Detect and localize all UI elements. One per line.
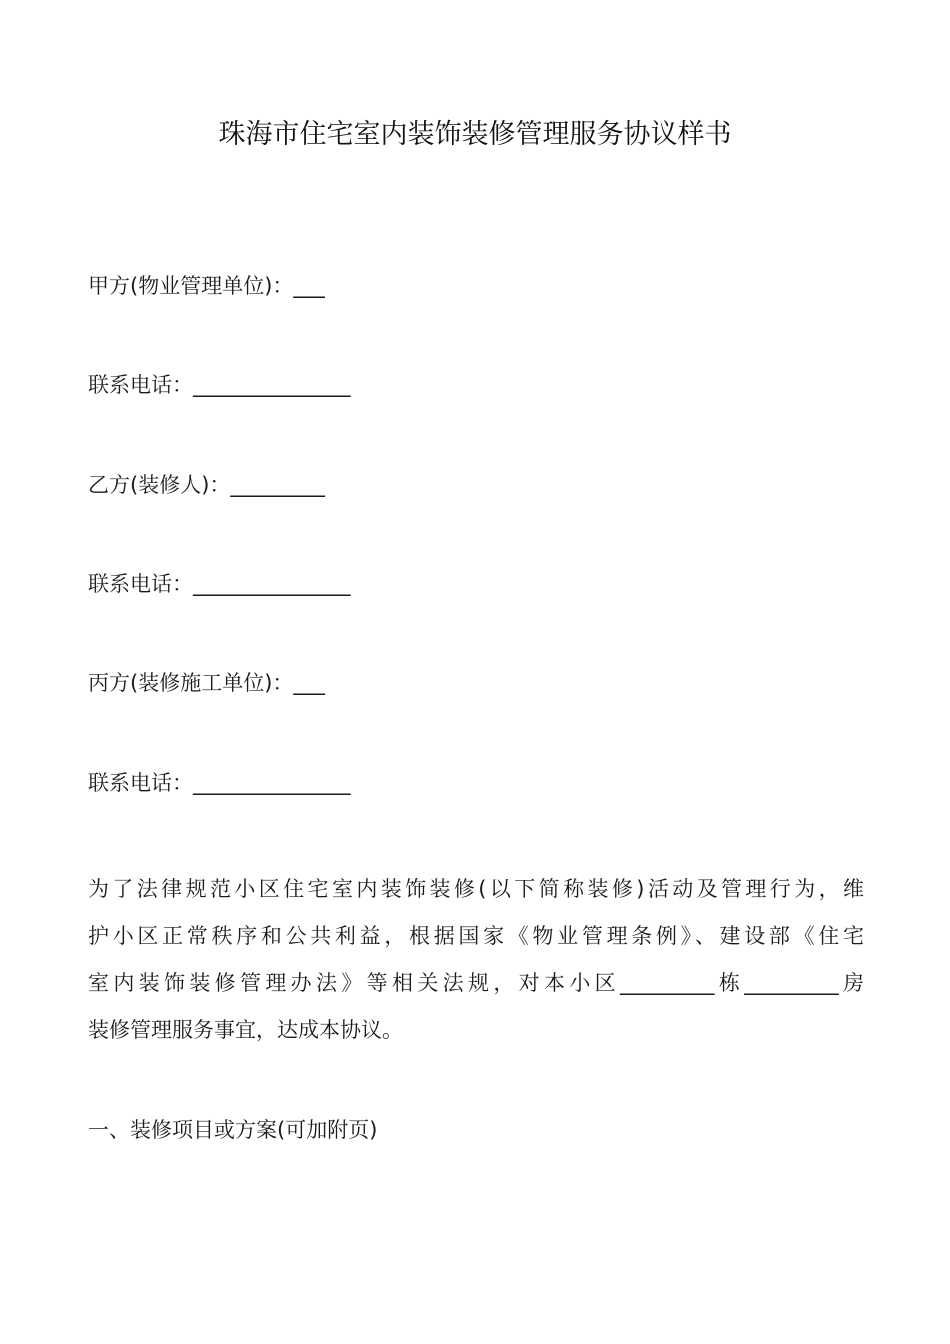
intro-paragraph-line: 装修管理服务事宜，达成本协议。 — [88, 1018, 403, 1042]
intro-paragraph-line: 室内装饰装修管理办法》等相关法规，对本小区_________栋_________房 — [88, 971, 864, 995]
party-b-field: 乙方(装修人)：_________ — [88, 473, 325, 497]
intro-paragraph — [88, 866, 864, 1054]
party-a-phone-field: 联系电话：_______________ — [88, 373, 351, 397]
party-b-phone-field: 联系电话：_______________ — [88, 572, 351, 596]
party-c-field: 丙方(装修施工单位)：___ — [88, 671, 325, 695]
party-c-phone-field: 联系电话：_______________ — [88, 771, 351, 795]
section-1-heading: 一、装修项目或方案(可加附页) — [88, 1118, 378, 1142]
intro-paragraph-line: 护小区正常秩序和公共利益，根据国家《物业管理条例》、建设部《住宅 — [88, 924, 864, 948]
party-a-field: 甲方(物业管理单位)：___ — [88, 274, 325, 298]
document-title: 珠海市住宅室内装饰装修管理服务协议样书 — [218, 119, 732, 150]
intro-paragraph-line: 为了法律规范小区住宅室内装饰装修(以下简称装修)活动及管理行为，维 — [88, 877, 864, 901]
